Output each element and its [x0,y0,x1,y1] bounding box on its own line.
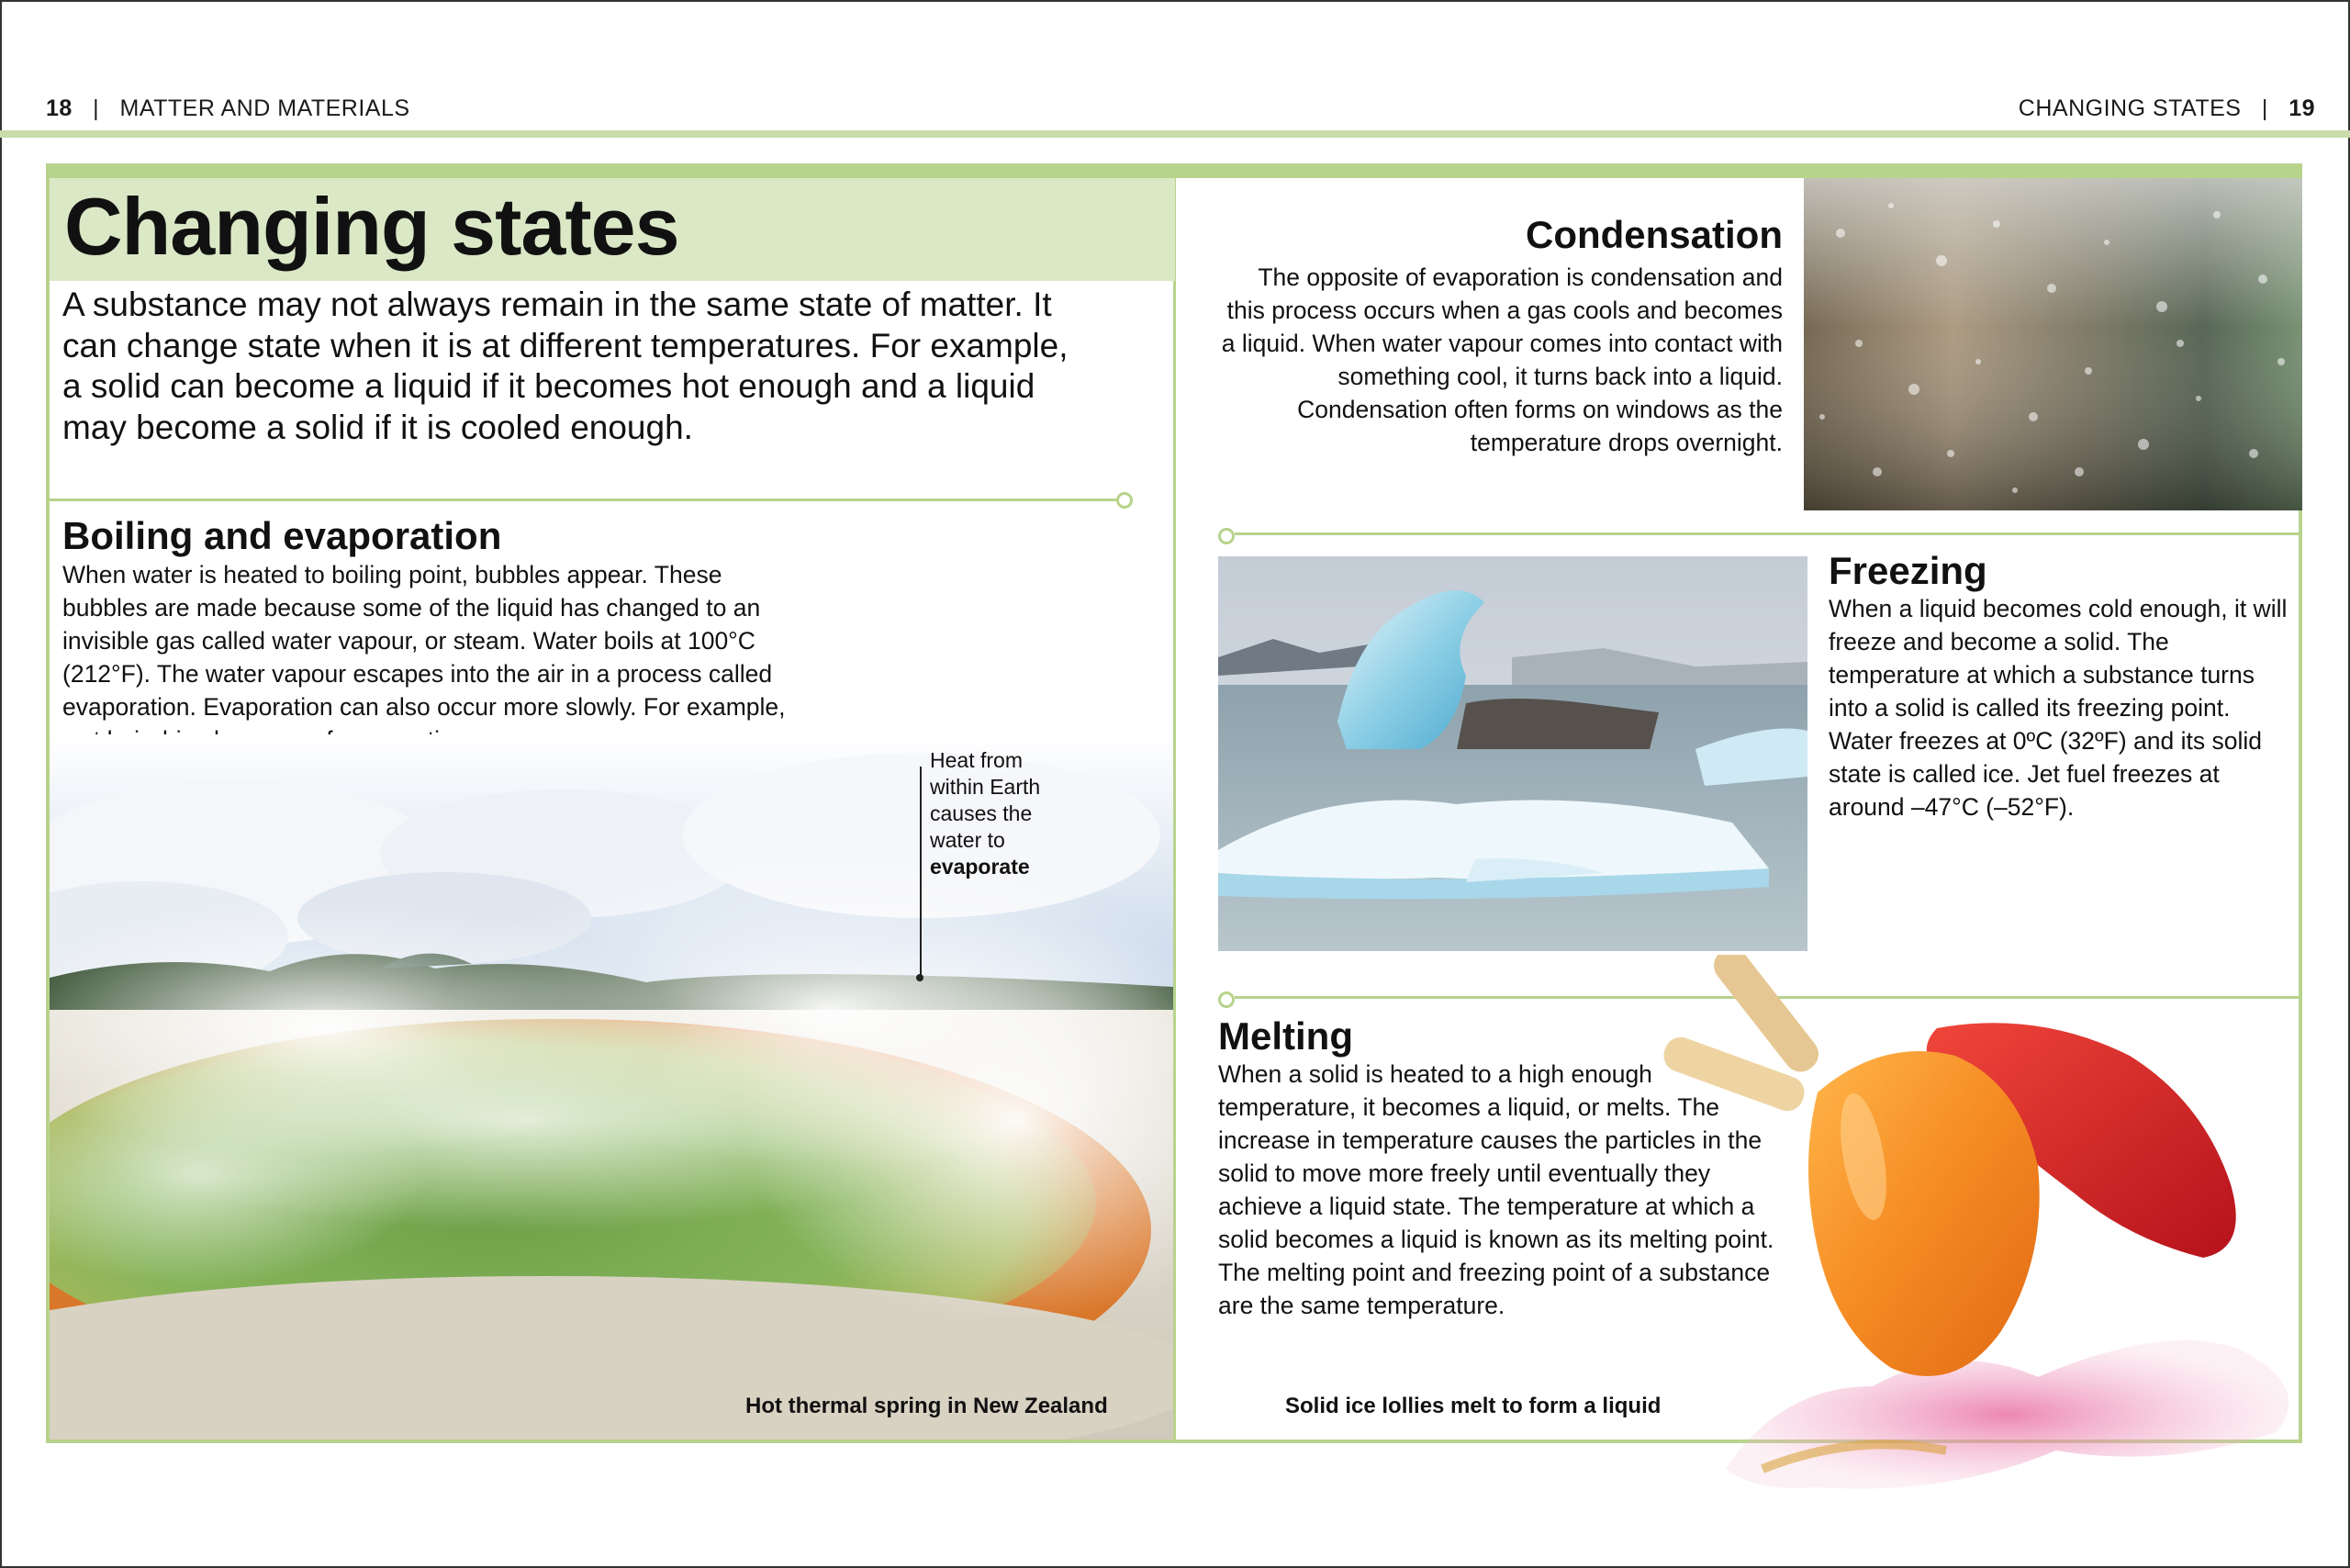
annotation-leader [920,767,922,978]
left-header [46,95,410,122]
melting-text: When a solid is heated to a high enough temperature, it becomes a liquid, or melts. The increase in temperature causes the particles in the solid to move more freely until eventually they achieve a liquid state. The temperature at which a solid becomes a liquid is known as its melting point. The melting point and freezing point of a substance are the same temperature. [1218,1060,1774,1319]
left-section-title: MATTER AND MATERIALS [119,95,410,121]
condensation-photo [1804,178,2302,510]
freezing-divider-line [1235,532,2302,535]
divider-line [50,498,1122,501]
right-section-title: CHANGING STATES [2018,95,2242,121]
boiling-heading: Boiling and evaporation [62,514,502,557]
page-title: Changing states [64,181,679,272]
left-page-number: 18 [46,95,73,121]
melting-divider-dot [1218,991,1235,1008]
freezing-heading: Freezing [1829,549,1987,592]
boiling-text: When water is heated to boiling point, bubbles appear. These bubbles are made because some of the liquid has changed to an invisible gas called water vapour, or steam. Water boils at 100°C (212°F). The water vapour escapes into the air in a process called evaporation. Evaporation can also occur more slowly. For example, [62,561,786,721]
freezing-divider-dot [1218,528,1235,544]
annotation-text: Heat from within Earth causes the water to [930,748,1041,852]
freezing-text: When a liquid becomes cold enough, it will freeze and become a solid. The temperature at which a substance turns into a solid is called its freezing point. Water freezes at 0ºC (32ºF) and its solid state is called ice. Jet fuel freezes at around –47°C (–52°F). [1829,595,2288,821]
ice-lolly-caption: Solid ice lollies melt to form a liquid [1285,1394,1662,1418]
condensation-heading: Condensation [1526,213,1783,256]
annotation-highlight: evaporate [930,855,1030,879]
intro-paragraph: A substance may not always remain in the same state of matter. It can change state when it is at different temperatures. For example, a solid can become a liquid if it becomes hot enough and a liquid may become a solid if it is cooled enough. [62,286,1069,446]
annotation [930,747,1058,880]
right-page-number: 19 [2288,95,2315,121]
divider-dot [1116,492,1133,509]
iceberg-photo [1218,556,1807,951]
center-divider [1173,178,1176,1439]
right-header [2019,95,2315,122]
annotation-dot [916,974,923,981]
header-rule [0,130,2350,138]
hot-spring-caption: Hot thermal spring in New Zealand [745,1394,1108,1418]
header-separator: | [93,95,100,121]
melting-heading: Melting [1218,1014,1353,1058]
condensation-text: The opposite of evaporation is condensation and this process occurs when a gas cools and becomes a liquid. When water vapour comes into contact with something cool, it turns back into a liquid. Condensation often forms on windows as the temperature drops overnight. [1221,263,1783,456]
header-separator: | [2261,95,2268,121]
